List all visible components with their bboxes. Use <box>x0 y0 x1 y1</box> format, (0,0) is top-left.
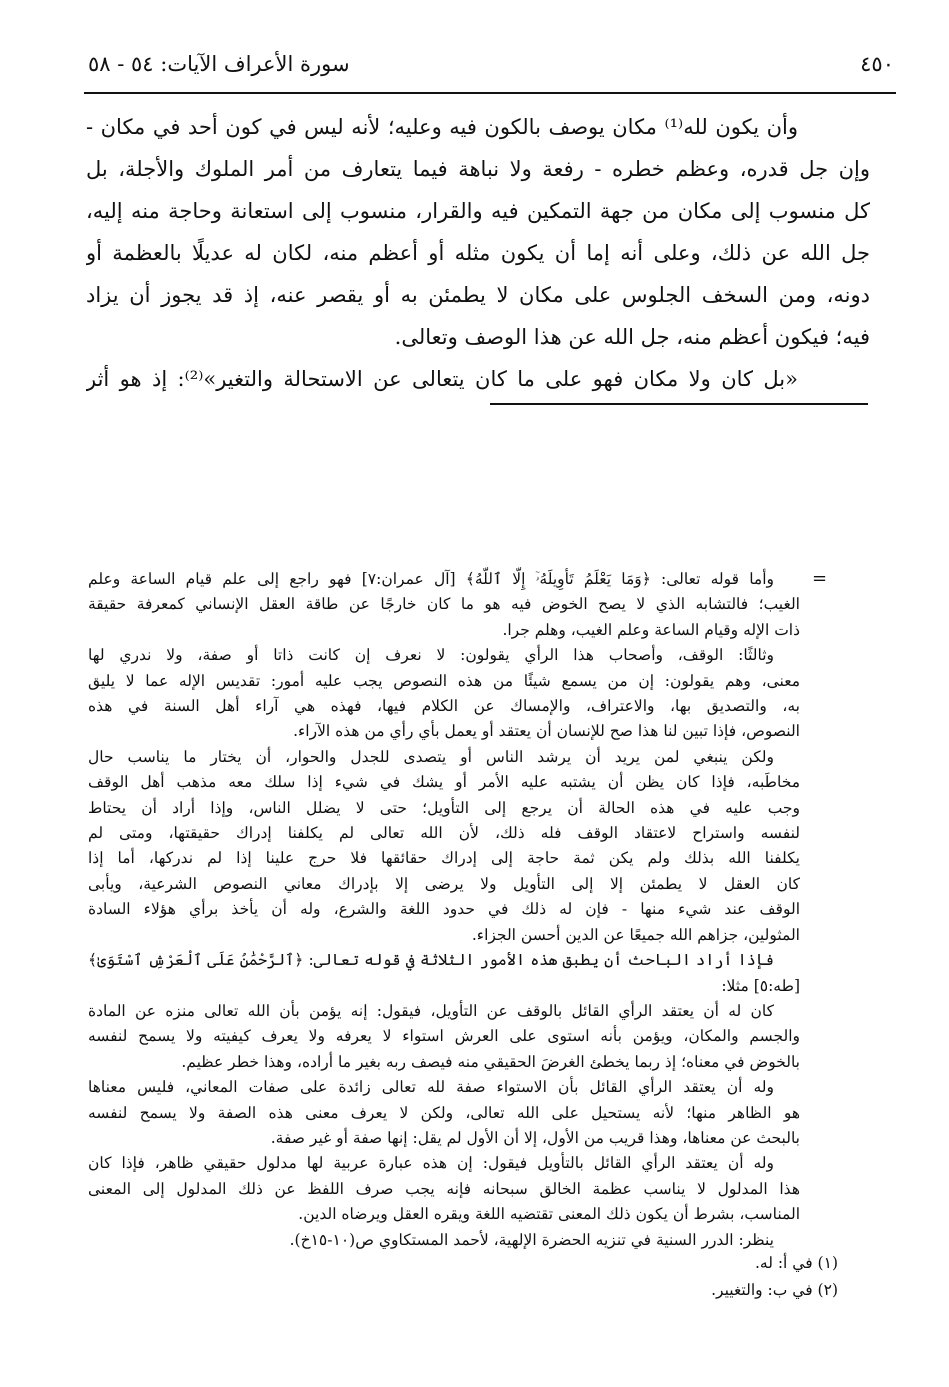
footnote-line: يكلفنا الله بذلك ولم يكن ثمة حاجة إلى إدراك حقائقها فلا حرج علينا إذا لم ندركها، أما إذا <box>88 849 800 868</box>
footnote-line: [طه:٥] مثلا: <box>721 976 800 995</box>
references <box>600 1250 838 1303</box>
footnote-line: الوقف عند شيء منها - فإن له ذلك في حدود اللغة والشرع، وله أن يأخذ برأي هؤلاء السادة <box>88 900 800 919</box>
footnote-line: كان له أن يعتقد الرأي القائل بالوقف عن التأويل، فيقول: إنه يؤمن بأن الله تعالى منزه عن المادة <box>88 1001 774 1020</box>
footnote-line: الغيب؛ فالتشابه الذي لا يصح الخوض فيه هو ما كان خارجًا عن طاقة العقل الإنساني كمعرفة حقيقة <box>88 595 800 614</box>
header-rule <box>84 92 896 94</box>
footnote-line: النصوص، فإذا تبين لنا هذا صح للإنسان أن يعتقد أو يعمل بأي رأي من هذه الآراء. <box>293 722 800 741</box>
footnote-line: المناسب، بشرط أن يكون ذلك المعنى تقتضيه اللغة ويقره العقل ويرضاه الدين. <box>298 1205 800 1224</box>
footnote-line: مخاطَبه، فإذا كان يظن أن يشتبه عليه الأمر أو يشك في شيء إذا سلك معه مذهب أهل الوقف <box>88 773 800 792</box>
footnote-line: هو الظاهر منها؛ لأنه يستحيل على الله تعالى، ولكن لا يعرف معنى هذه الصفة ولا يسمح لنفسه <box>88 1103 800 1122</box>
footnote-line: لنفسه واستراح لاعتقاد الوقف فله ذلك، لأن الله تعالى لم يكلفنا إدراك حقيقتها، ومتى لم <box>88 824 800 843</box>
footnote-line: وثالثًا: الوقف، وأصحاب هذا الرأي يقولون: لا نعرف إن كانت ذاتا أو صفة، ولا ندري لها <box>88 646 774 665</box>
reference-2: (٢) في ب: والتغيير. <box>711 1280 838 1299</box>
main-line: دونه، ومن السخف الجلوس على مكان لا يطمئن به أو يقصر عنه، إذ قد يجوز أن يزاد <box>86 283 870 307</box>
footnotes <box>88 567 800 1253</box>
main-text <box>86 106 870 400</box>
continuation-mark: = <box>812 568 828 589</box>
footnote-line: بالبحث عن معناها، وهذا قريب من الأول، إلا أن الأول لم يقل: إنها صفة أو غير صفة. <box>270 1128 800 1147</box>
footnote-line: والجسم والمكان، ويؤمن بأنه استوى على العرش استواء لا يعرفه ولا يعرف كيفيته ولا يسمح لنفسه <box>88 1027 800 1046</box>
footnote-rule <box>490 403 868 405</box>
footnote-line: ولكن ينبغي لمن يريد أن يرشد الناس أو يتصدى للجدل والحوار، أن يختار ما يناسب حال <box>88 747 774 766</box>
footnote-line: بالخوض في معناه؛ إذ ربما يخطئ الغرضَ الحقيقي منه فيصف ربه بغير ما أراده، وهذا خطر عظيم. <box>181 1052 800 1071</box>
running-title: سورة الأعراف الآيات: ٥٤ - ٥٨ <box>88 52 350 76</box>
main-line: وإن جل قدره، وعظم خطره - رفعة ولا نباهة فيما يتعارف من أمر الملوك والأجلة، بل <box>86 157 870 181</box>
footnote-line: به، والتصديق بها، والاعتراف، والإمساك عن الكلام فيها، فهذه هي آراء أهل السنة في هذه <box>88 697 800 716</box>
footnote-line: وأما قوله تعالى: ﴿وَمَا يَعْلَمُ تَأْوِيلَهُۥٓ إِلَّا ٱللَّهُ﴾ [آل عمران:٧] فهو راجع إلى علم قيام الساعة وعلم <box>88 570 775 588</box>
footnote-line: ذات الإله وقيام الساعة وعلم الغيب، وهلم جرا. <box>502 620 800 639</box>
main-line: جل الله عن ذلك، وعلى أنه إما أن يكون مثله أو أعظم منه، لكان له عديلًا بالعظمة أو <box>86 241 870 265</box>
main-line: وأن يكون لله⁽¹⁾ مكان يوصف بالكون فيه وعليه؛ لأنه ليس في كون أحد في مكان - <box>86 115 798 139</box>
footnote-line: المثولين، جزاهم الله جميعًا عن الدين أحسن الجزاء. <box>471 925 800 944</box>
footnote-line: ينظر: الدرر السنية في تنزيه الحضرة الإلهية، لأحمد المستكاوي ص(١٠-١٥خ). <box>289 1230 774 1249</box>
footnote-line: فإذا أراد الباحث أن يطبق هذه الأمور الثلاثة في قوله تعالى: ﴿ٱلرَّحْمَٰنُ عَلَى ٱلْعَرْشِ ٱسْتَوَىٰ﴾ <box>88 951 774 970</box>
footnote-line: معنى، وهم يقولون: إن من يسمع شيئًا من هذه النصوص يجب عليه أمور: تقديس الإله عما لا يليق <box>88 671 800 690</box>
footnote-line: وجب عليه في هذه الحالة أن يرجع إلى التأويل؛ حتى لا يضلل الناس، وإذا أراد أن يحتاط <box>88 798 800 817</box>
reference-1: (١) في أ: له. <box>754 1254 838 1272</box>
footnote-line: وله أن يعتقد الرأي القائل بأن الاستواء صفة لله تعالى زائدة على صفات المعاني، فليس معناها <box>88 1078 774 1097</box>
main-line: «بل كان ولا مكان فهو على ما كان يتعالى عن الاستحالة والتغير»⁽²⁾: إذ هو أثر <box>86 367 798 391</box>
main-line: كل منسوب إلى مكان من جهة التمكين فيه والقرار، منسوب إلى استعانة وحاجة منه إليه، <box>86 199 870 223</box>
footnote-line: كان العقل لا يطمئن إلا إلى التأويل ولا يرضى إلا بإدراك معاني النصوص الشرعية، ويأبى <box>88 874 800 893</box>
footnote-line: وله أن يعتقد الرأي القائل بالتأويل فيقول: إن هذه عبارة عربية لها مدلول حقيقي ظاهر، فإذا كان <box>88 1154 774 1173</box>
main-line: فيه؛ فيكون أعظم منه، جل الله عن هذا الوصف وتعالى. <box>394 325 870 349</box>
footnote-line: هذا المدلول لا يناسب عظمة الخالق سبحانه فإنه يجب صرف اللفظ عن ذلك المدلول إلى المعنى <box>88 1179 800 1198</box>
page-number: ٤٥٠ <box>860 52 894 76</box>
